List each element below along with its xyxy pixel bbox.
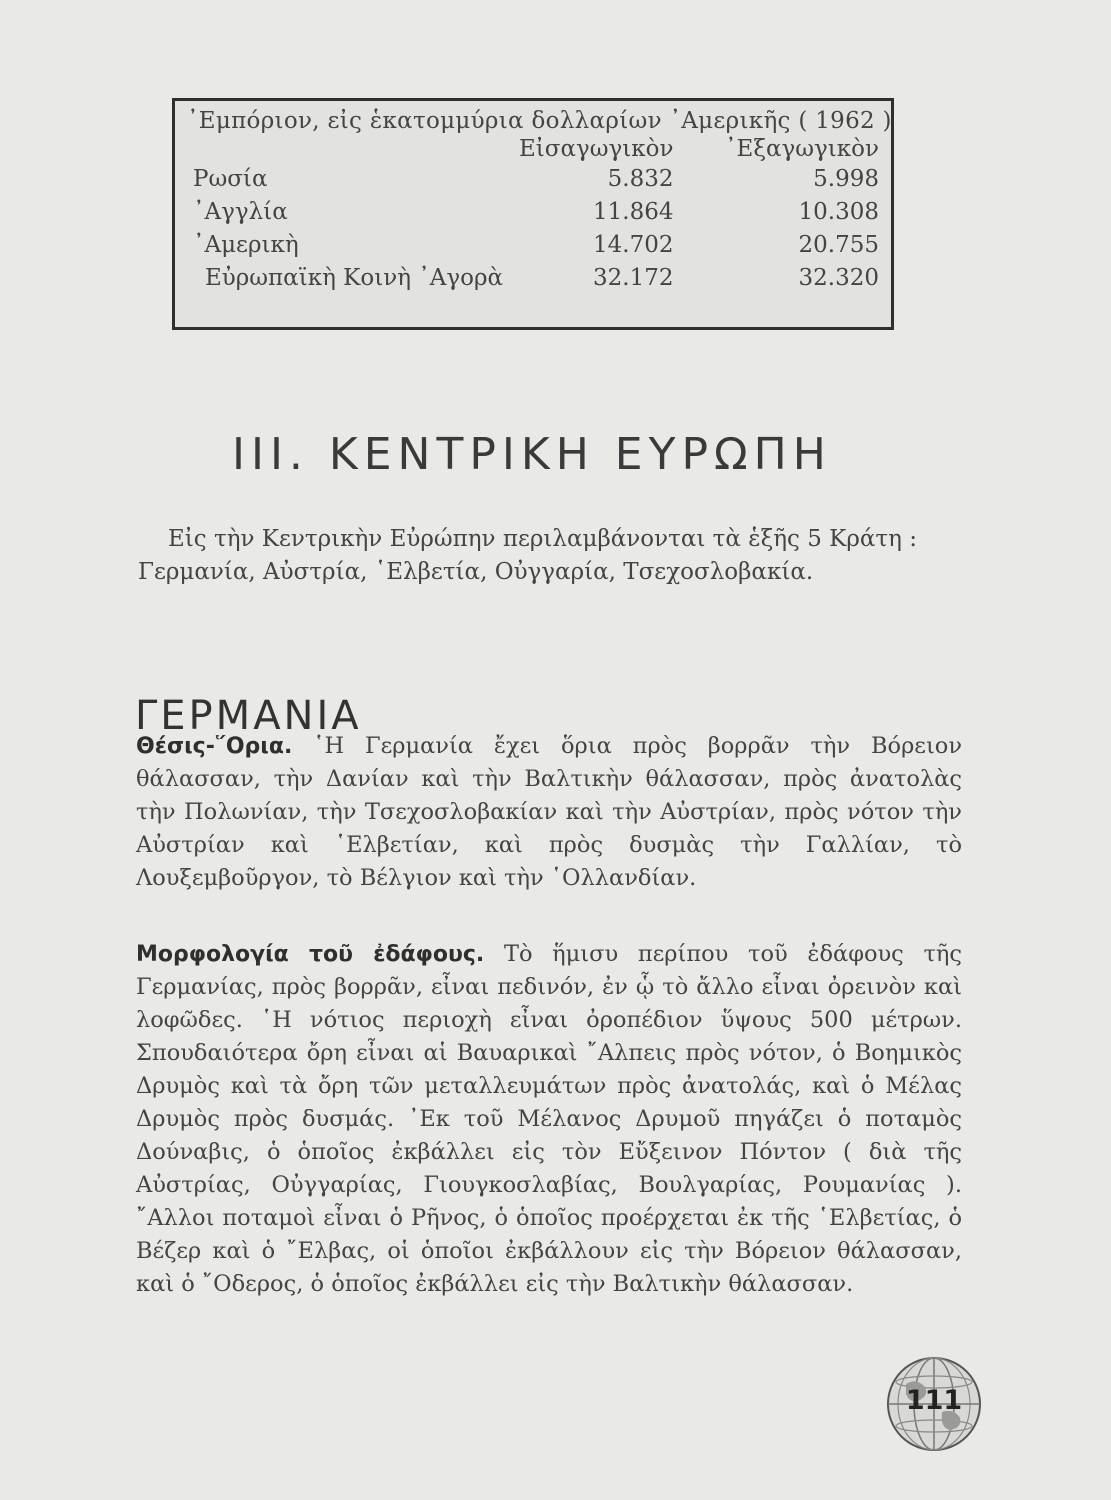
page-number: 111 bbox=[905, 1385, 963, 1416]
paragraph-text: Τὸ ἥμισυ περίπου τοῦ ἐδάφους τῆς Γερμανίας, πρὸς βορρᾶν, εἶναι πεδινόν, ἐν ᾧ τὸ ἄλλο εἶναι ὀρεινὸν καὶ λοφῶδες. ῾Η νότιος περιοχὴ εἶναι ὀροπέδιον ὕψους 500 μέτρων. Σπουδαιότερα ὄρη εἶναι αἱ Βαυαρικαὶ ῎Αλπεις πρὸς νότον, ὁ Βοημικὸς Δρυμὸς καὶ τὰ ὄρη τῶν μεταλλευμάτων πρὸς ἀνατολάς, καὶ ὁ Μέλας Δρυμὸς πρὸς δυσμάς. ᾿Εκ τοῦ Μέλανος Δρυμοῦ πηγάζει ὁ ποταμὸς Δούναβις, ὁ ὁποῖος ἐκβάλλει εἰς τὸν Εὔξεινον Πόντον ( διὰ τῆς Αὐστρίας, Οὐγγαρίας, Γιουγκοσλαβίας, Βουλγαρίας, Ρουμανίας ). ῎Αλλοι ποταμοὶ εἶναι ὁ Ρῆνος, ὁ ὁποῖος προέρχεται ἐκ τῆς ῾Ελβετίας, ὁ Βέζερ καὶ ὁ ῎Ελβας, οἱ ὁποῖοι ἐκβάλλουν εἰς τὴν Βόρειον θάλασσαν, καὶ ὁ ῎Οδερος, ὁ ὁποῖος ἐκβάλλει εἰς τὴν Βαλτικὴν θάλασσαν. bbox=[136, 941, 963, 1297]
header-imports: Εἰσαγωγικὸν bbox=[518, 136, 674, 162]
exports-cell: 10.308 bbox=[798, 199, 879, 225]
exports-cell: 32.320 bbox=[798, 265, 879, 291]
trade-table-caption: ᾿Εμπόριον, εἰς ἑκατομμύρια δολλαρίων ᾿Αμερικῆς ( 1962 ) bbox=[187, 108, 892, 134]
table-row bbox=[187, 262, 879, 295]
page-number-badge bbox=[884, 1354, 984, 1454]
intro-paragraph: Εἰς τὴν Κεντρικὴν Εὐρώπην περιλαμβάνονται τὰ ἑξῆς 5 Κράτη : Γερμανία, Αὐστρία, ῾Ελβετία, Οὐγγαρία, Τσεχοσλοβακία. bbox=[138, 526, 917, 585]
table-row bbox=[187, 196, 879, 229]
table-row bbox=[187, 229, 879, 262]
exports-cell: 20.755 bbox=[798, 232, 879, 258]
imports-cell: 5.832 bbox=[607, 166, 674, 192]
header-country bbox=[187, 136, 519, 163]
country-cell: Εὐρωπαϊκὴ Κοινὴ ᾿Αγορὰ bbox=[205, 265, 504, 291]
paragraph-text: ῾Η Γερμανία ἔχει ὅρια πρὸς βορρᾶν τὴν Βόρειον θάλασσαν, τὴν Δανίαν καὶ τὴν Βαλτικὴν θάλασσαν, πρὸς ἀνατολὰς τὴν Πολωνίαν, τὴν Τσεχοσλοβακίαν καὶ τὴν Αὐστρίαν, πρὸς νότον τὴν Αὐστρίαν καὶ ῾Ελβετίαν, καὶ πρὸς δυσμὰς τὴν Γαλλίαν, τὸ Λουξεμβοῦργον, τὸ Βέλγιον καὶ τὴν ῾Ολλανδίαν. bbox=[136, 733, 962, 891]
section-title: III. ΚΕΝΤΡΙΚΗ ΕΥΡΩΠΗ bbox=[232, 429, 832, 481]
country-cell: ᾿Αγγλία bbox=[193, 199, 288, 225]
paragraph-heading: Θέσις-῞Ορια. bbox=[136, 734, 293, 759]
trade-table-box bbox=[172, 98, 894, 330]
header-exports: ᾿Εξαγωγικὸν bbox=[725, 136, 879, 162]
country-cell: Ρωσία bbox=[193, 166, 268, 192]
imports-cell: 11.864 bbox=[593, 199, 674, 225]
table-row bbox=[187, 163, 879, 196]
paragraph-morphology bbox=[136, 938, 962, 1301]
country-title: ΓΕΡΜΑΝΙΑ bbox=[135, 693, 362, 740]
exports-cell: 5.998 bbox=[813, 166, 879, 192]
country-cell: ᾿Αμερικὴ bbox=[193, 232, 299, 258]
paragraph-borders bbox=[136, 730, 962, 895]
trade-table bbox=[187, 136, 879, 295]
imports-cell: 32.172 bbox=[593, 265, 674, 291]
paragraph-heading: Μορφολογία τοῦ ἐδάφους. bbox=[136, 942, 485, 967]
imports-cell: 14.702 bbox=[593, 232, 674, 258]
trade-table-header-row bbox=[187, 136, 879, 163]
